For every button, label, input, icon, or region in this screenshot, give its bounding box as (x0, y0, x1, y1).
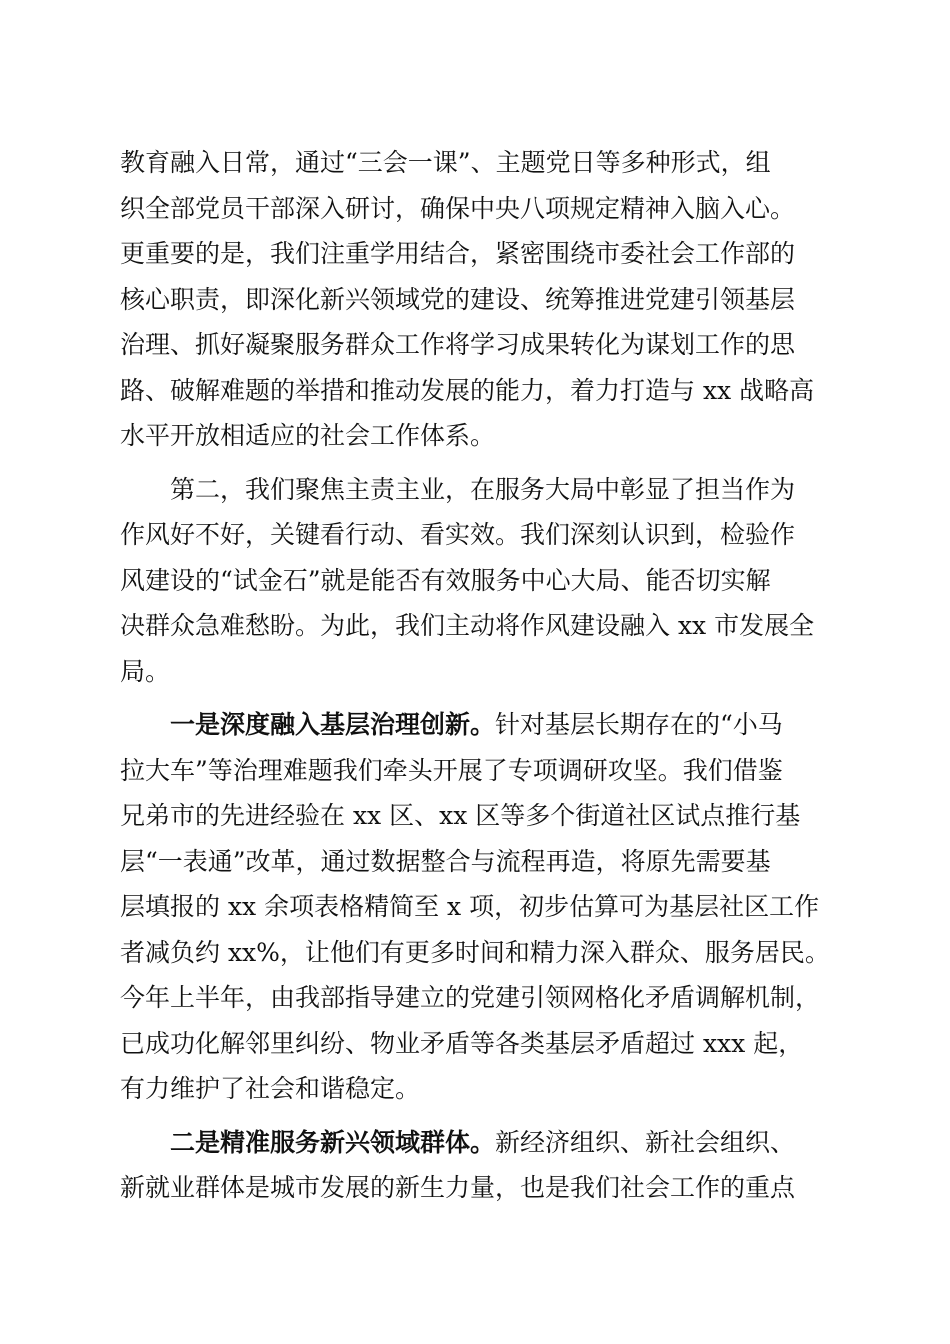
text-span: 针对基层长期存在的“小马 (495, 710, 783, 739)
text-line: 层“一表通”改革，通过数据整合与流程再造，将原先需要基 (120, 846, 771, 876)
text-line: 兄弟市的先进经验在 xx 区、xx 区等多个街道社区试点推行基 (120, 801, 801, 830)
paragraph-2 (120, 512, 830, 694)
text-line: 路、破解难题的举措和推动发展的能力，着力打造与 xx 战略高 (120, 375, 815, 405)
text-line: 层填报的 xx 余项表格精简至 x 项，初步估算可为基层社区工作 (120, 892, 820, 921)
paragraph-lead: 二是精准服务新兴领域群体。 (170, 1127, 496, 1157)
text-line: 水平开放相适应的社会工作体系。 (120, 421, 496, 450)
text-line (120, 702, 830, 748)
text-line: 风建设的“试金石”就是能否有效服务中心大局、能否切实解 (120, 565, 771, 595)
text-line (120, 1120, 830, 1166)
text-line: 决群众急难愁盼。为此，我们主动将作风建设融入 xx 市发展全 (120, 611, 815, 640)
text-line: 已成功化解邻里纠纷、物业矛盾等各类基层矛盾超过 xxx 起， (120, 1028, 804, 1058)
paragraph-lead: 一是深度融入基层治理创新。 (170, 710, 496, 739)
text-line: 治理、抓好凝聚服务群众工作将学习成果转化为谋划工作的思 (120, 330, 796, 359)
section-heading-2: 第二，我们聚焦主责主业，在服务大局中彰显了担当作为 (170, 474, 796, 504)
text-line: 局。 (120, 656, 171, 686)
text-line: 拉大车”等治理难题我们牵头开展了专项调研攻坚。我们借鉴 (120, 755, 783, 785)
text-line: 有力维护了社会和谐稳定。 (120, 1074, 421, 1103)
text-line: 今年上半年，由我部指导建立的党建引领网格化矛盾调解机制， (120, 983, 821, 1012)
paragraph-4 (120, 1120, 830, 1211)
text-span: 新经济组织、新社会组织、 (495, 1127, 796, 1157)
text-line: 教育融入日常，通过“三会一课”、主题党日等多种形式，组 (120, 148, 771, 177)
text-line: 核心职责，即深化新兴领域党的建设、统筹推进党建引领基层 (120, 284, 796, 314)
text-line: 更重要的是，我们注重学用结合，紧密围绕市委社会工作部的 (120, 239, 796, 268)
document-body (120, 140, 830, 1211)
text-line: 作风好不好，关键看行动、看实效。我们深刻认识到，检验作 (120, 520, 796, 549)
text-line: 者减负约 xx%，让他们有更多时间和精力深入群众、服务居民。 (120, 937, 830, 967)
paragraph-1 (120, 140, 830, 459)
text-line: 新就业群体是城市发展的新生力量，也是我们社会工作的重点 (120, 1173, 796, 1202)
paragraph-3 (120, 702, 830, 1112)
text-line: 织全部党员干部深入研讨，确保中央八项规定精神入脑入心。 (120, 193, 796, 223)
